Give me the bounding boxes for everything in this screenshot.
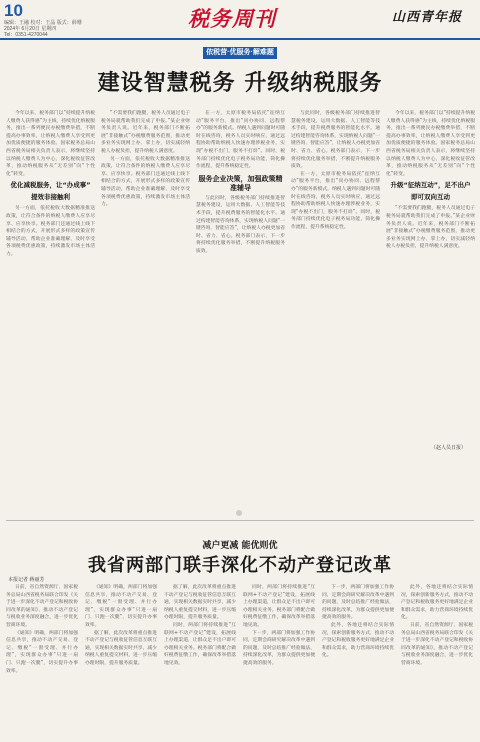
- paragraph: 据了解，此次改革将重点推进不动产登记与税收征管信息互联互通，实现相关数据实时共享，减少纳税人重复提交材料，进一步压缩办理时限，提升服务质量。: [164, 585, 236, 621]
- paragraph: 与此同时，各级税务部门持续推进智慧税务建设，运用大数据、人工智能等技术手段，提升税费服务的智能化水平。通过构建智能咨询体系，实现纳税人问题“一键咨询、智能应答”，让纳税人办税更加省时、省力、省心。税务部门表示，下一步将持续优化服务举措，不断提升纳税服务质效。: [196, 195, 285, 254]
- page-number: 10: [4, 1, 23, 20]
- paragraph: 日前，省自然资源厅、国家税务总局山西省税务局联合印发《关于进一步深化不动产登记和税收协同改革的通知》，推动不动产登记与税收业务深度融合，进一步优化营商环境。: [6, 585, 78, 628]
- bottom-headline: 我省两部门联手深化不动产登记改革: [88, 555, 392, 576]
- paragraph: 同时，两部门将持续推进“互联网+不动产登记”建设，拓展线上办理渠道，让群众足不出户即可办理相关业务。税务部门将配合做好税费征缴工作，确保改革举措落地见效。: [243, 585, 315, 628]
- phone-line: Tel：0351-4270044: [4, 32, 48, 38]
- paragraph: 《通知》明确，两部门将加强信息共享，推动不动产交易、登记、缴税“一窗受理、并行办理”，实现群众办事“只进一扇门、只跑一次腿”，切实提升办事效率。: [85, 585, 157, 628]
- article-column: [322, 584, 394, 736]
- paragraph: 《通知》明确，两部门将加强信息共享，推动不动产交易、登记、缴税“一窗受理、并行办理”，实现群众办事“只进一扇门、只跑一次腿”，切实提升办事效率。: [6, 630, 78, 674]
- paragraph: 日前，省自然资源厅、国家税务总局山西省税务局联合印发《关于进一步深化不动产登记和税收协同改革的通知》，推动不动产登记与税收业务深度融合，进一步优化营商环境。: [401, 622, 473, 666]
- date-line: 2024年 6月20日 星期四: [4, 26, 57, 32]
- column-title: 税务周刊: [188, 6, 276, 31]
- section-banner: 依税营·优服务·解难题: [203, 47, 277, 59]
- article-column: [164, 584, 236, 736]
- paragraph: 与此同时，各级税务部门持续推进智慧税务建设，运用大数据、人工智能等技术手段，提升税费服务的智能化水平。通过构建智能咨询体系，实现纳税人问题“一键咨询、智能应答”，让纳税人办税更加省时、省力、省心。税务部门表示，下一步将持续优化服务举措，不断提升纳税服务质效。: [291, 111, 380, 170]
- paragraph: 据了解，此次改革将重点推进不动产登记与税收征管信息互联互通，实现相关数据实时共享，减少纳税人重复提交材料，进一步压缩办理时限，提升服务质量。: [85, 630, 157, 666]
- subheading: 服务企业决策，加强政策精准辅导: [198, 173, 283, 192]
- subheading: 提效非接触利: [31, 193, 70, 202]
- article-column: [6, 584, 78, 736]
- subheading: 优化减税服务，让“办成事”: [10, 181, 91, 190]
- article-column: [291, 110, 380, 440]
- paper-logo: 山西青年报: [392, 10, 463, 25]
- paragraph: 在一方，太原市税务局依托“征纳互动”服务平台，推出“问办协同、远程帮办”的服务新模式。纳税人遇到问题时可随时在线咨询，税务人员实时响应，通过远程协助帮助纳税人快速办理涉税业务，实现“办税不出门，服务不打烊”。同时，税务部门持续优化电子税务局功能，简化操作流程，提升系统稳定性。: [196, 111, 285, 170]
- subheading: 升级“征纳互动”，足不出户: [390, 181, 471, 190]
- paragraph: 在一方，太原市税务局依托“征纳互动”服务平台，推出“问办协同、远程帮办”的服务新模式。纳税人遇到问题时可随时在线咨询，税务人员实时响应，通过远程协助帮助纳税人快速办理涉税业务，实现“办税不出门，服务不打烊”。同时，税务部门持续优化电子税务局功能，简化操作流程，提升系统稳定性。: [291, 171, 380, 230]
- subheading: 即可双向互动: [411, 193, 450, 202]
- top-headline: 建设智慧税务 升级纳税服务: [97, 70, 383, 96]
- paragraph: 今年以来，税务部门以“持续提升纳税人缴费人获得感”为主线，持续优化纳税服务，推出一系列便民办税缴费举措，不断提高办事效率，让纳税人缴费人享受到更加优质便捷的服务体验。国家税务总局山西省税务局相关负责人表示，将继续坚持以纳税人缴费人为中心，深化税收征管改革，推动纳税服务从“无差别”向“个性化”转变。: [386, 111, 475, 177]
- paragraph: 同时，两部门将持续推进“互联网+不动产登记”建设，拓展线上办理渠道，让群众足不出户即可办理相关业务。税务部门将配合做好税费征缴工作，确保改革举措落地见效。: [164, 622, 236, 666]
- paragraph: 下一步，两部门将加强工作协同，定期会商研究解决改革中遇到的问题，及时总结推广经验做法，持续深化改革，为群众提供更加便捷高效的服务。: [322, 585, 394, 621]
- article-column: [85, 584, 157, 736]
- article-column: [401, 584, 473, 736]
- paragraph: 今年以来，税务部门以“持续提升纳税人缴费人获得感”为主线，持续优化纳税服务，推出一系列便民办税缴费举措，不断提高办事效率，让纳税人缴费人享受到更加优质便捷的服务体验。国家税务总局山西省税务局相关负责人表示，将继续坚持以纳税人缴费人为中心，深化税收征管改革，推动纳税服务从“无差别”向“个性化”转变。: [6, 111, 95, 177]
- paragraph: 下一步，两部门将加强工作协同，定期会商研究解决改革中遇到的问题，及时总结推广经验做法，持续深化改革，为群众提供更加便捷高效的服务。: [243, 630, 315, 666]
- paragraph: 此外，各地还将结合实际情况，探索创新服务方式，推动不动产登记和税收服务更好地满足企业和群众需求，助力营商环境持续优化。: [401, 585, 473, 621]
- bottom-kicker: 减户更减 能优则优: [202, 541, 278, 551]
- editor-line: 编辑：王融 校对：王晶 版式：薛珊: [4, 20, 82, 26]
- masthead: [0, 0, 480, 40]
- paragraph: 另一方面，依托税收大数据精准推送政策，让符合条件的纳税人缴费人应享尽享、应享快享。税务部门还通过线上线下相结合的方式，开展形式多样的政策宣传辅导活动，帮助企业准确理解、及时享受各项税费优惠政策，持续激发市场主体活力。: [6, 206, 95, 257]
- article-column: [101, 110, 190, 440]
- paragraph: “不需要我们跑腿，税务人员通过电子税务局就帮助我们完成了申报。”某企业财务负责人说。近年来，税务部门不断拓展“非接触式”办税缴费服务范围，推动更多业务实现网上办、掌上办，切实减轻纳税人办税负担，提升纳税人满意度。: [101, 111, 190, 154]
- article-signature: （赵人员日报）: [430, 445, 466, 451]
- article-column: [243, 584, 315, 736]
- divider-ornament: [236, 510, 242, 516]
- article-column: [196, 110, 285, 440]
- article-column: [386, 110, 475, 440]
- article-column: [6, 110, 95, 440]
- paragraph: 此外，各地还将结合实际情况，探索创新服务方式，推动不动产登记和税收服务更好地满足企业和群众需求，助力营商环境持续优化。: [322, 622, 394, 659]
- paragraph: “不需要我们跑腿，税务人员通过电子税务局就帮助我们完成了申报。”某企业财务负责人说。近年来，税务部门不断拓展“非接触式”办税缴费服务范围，推动更多业务实现网上办、掌上办，切实减轻纳税人办税负担，提升纳税人满意度。: [386, 206, 475, 250]
- section-divider: [6, 520, 474, 521]
- reporter-byline: 本报记者 蒋丽芳: [8, 577, 45, 583]
- paragraph: 另一方面，依托税收大数据精准推送政策，让符合条件的纳税人缴费人应享尽享、应享快享。税务部门还通过线上线下相结合的方式，开展形式多样的政策宣传辅导活动，帮助企业准确理解、及时享受各项税费优惠政策，持续激发市场主体活力。: [101, 156, 190, 208]
